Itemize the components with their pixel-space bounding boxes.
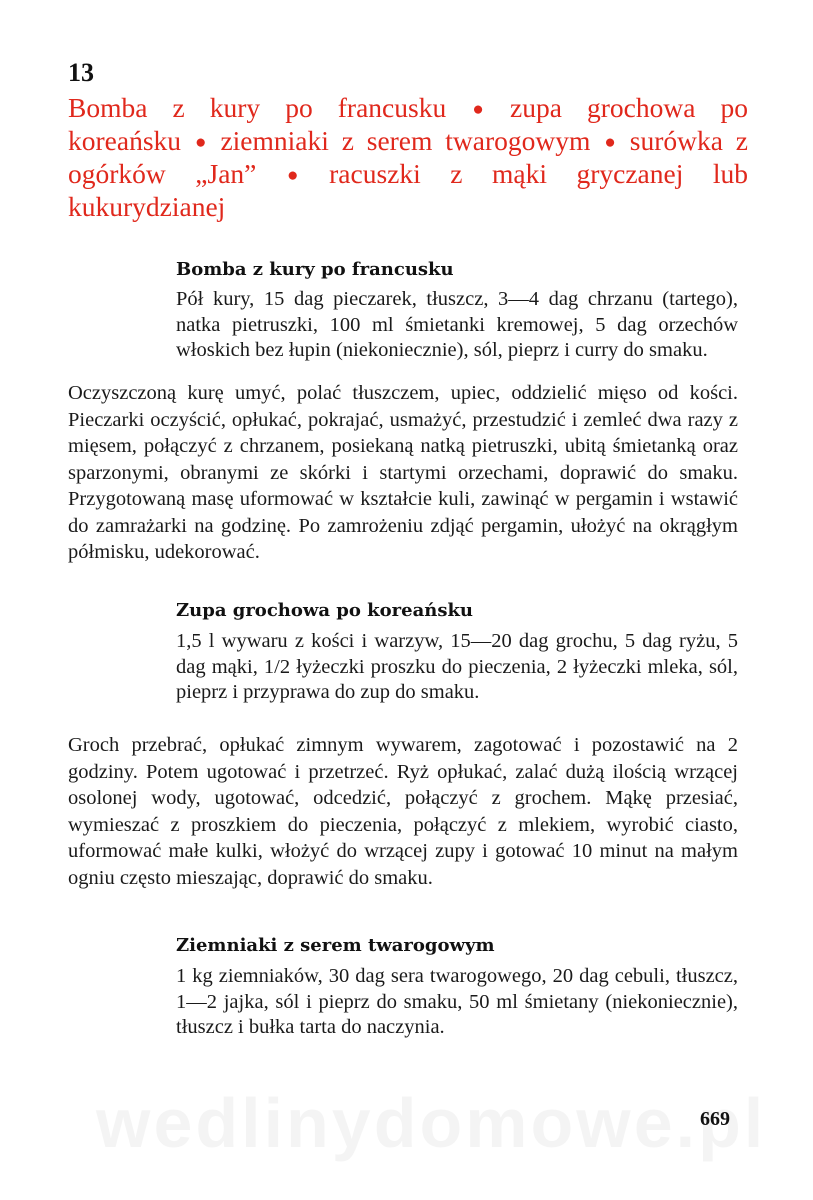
header-item: Bomba z kury po francusku [68,92,447,123]
recipe-ingredients: Pół kury, 15 dag pieczarek, tłuszcz, 3—4 dag chrzanu (tartego), natka pietruszki, 100 ml śmietanki kremowej, 5 dag orzechów włoskich bez łupin (niekoniecznie), sól, pieprz i curry do smaku. [176,288,738,361]
recipe-instructions: Oczyszczoną kurę umyć, polać tłuszczem, upiec, oddzielić mięso od kości. Pieczarki oczyścić, opłukać, pokrajać, usmażyć, przestudzić i zemleć dwa razy z mięsem, połączyć z chrzanem, posiekaną natką pietruszki, ubitą śmietanką oraz sparzonymi, obranymi ze skórki i startymi orzechami, doprawić do smaku. Przygotowaną masę uformować w kształcie kuli, zawinąć w pergamin i wstawić do zamrażarki na godzinę. Po zamrożeniu zdjąć pergamin, ułożyć na okrągłym półmisku, udekorować. [68,382,738,563]
page-number: 669 [700,1108,730,1130]
header-item: ziemniaki z serem twarogowym [220,125,591,156]
header-item: racuszki z mąki gryczanej lub kukurydzianej [68,158,749,222]
recipe-title: Zupa grochowa po koreańsku [176,600,474,621]
chapter-number: 13 [68,58,94,87]
chapter-contents-header [68,92,748,222]
header-item: surówka z ogórków „Jan” [68,125,748,189]
recipe-title: Bomba z kury po francusku [176,259,454,280]
header-item: zupa grochowa po koreańsku [68,92,748,156]
recipe-title: Ziemniaki z serem twarogowym [176,935,495,956]
bullet-icon: ● [264,165,322,186]
watermark [96,1083,766,1163]
recipe-instructions: Groch przebrać, opłukać zimnym wywarem, zagotować i pozostawić na 2 godziny. Potem ugotować i przetrzeć. Ryż opłukać, zalać dużą ilością wrzącej osolonej wody, ugotować, odcedzić, połączyć z grochem. Mąkę przesiać, wymieszać z proszkiem do pieczenia, połączyć z mlekiem, wyrobić ciasto, uformować małe kulki, włożyć do wrzącej zupy i gotować 10 minut na małym ogniu często mieszając, doprawić do smaku. [68,734,738,889]
recipe-ingredients: 1,5 l wywaru z kości i warzyw, 15—20 dag grochu, 5 dag ryżu, 5 dag mąki, 1/2 łyżeczki proszku do pieczenia, 2 łyżeczki mleka, sól, pieprz i przyprawa do zup do smaku. [176,630,738,703]
bullet-icon: ● [598,132,622,153]
recipe-ingredients: 1 kg ziemniaków, 30 dag sera twarogowego, 20 dag cebuli, tłuszcz, 1—2 jajka, sól i pieprz do smaku, 50 ml śmietany (niekoniecznie), tłuszcz i bułka tarta do naczynia. [176,965,738,1038]
bullet-icon: ● [454,99,503,120]
bullet-icon: ● [189,132,213,153]
